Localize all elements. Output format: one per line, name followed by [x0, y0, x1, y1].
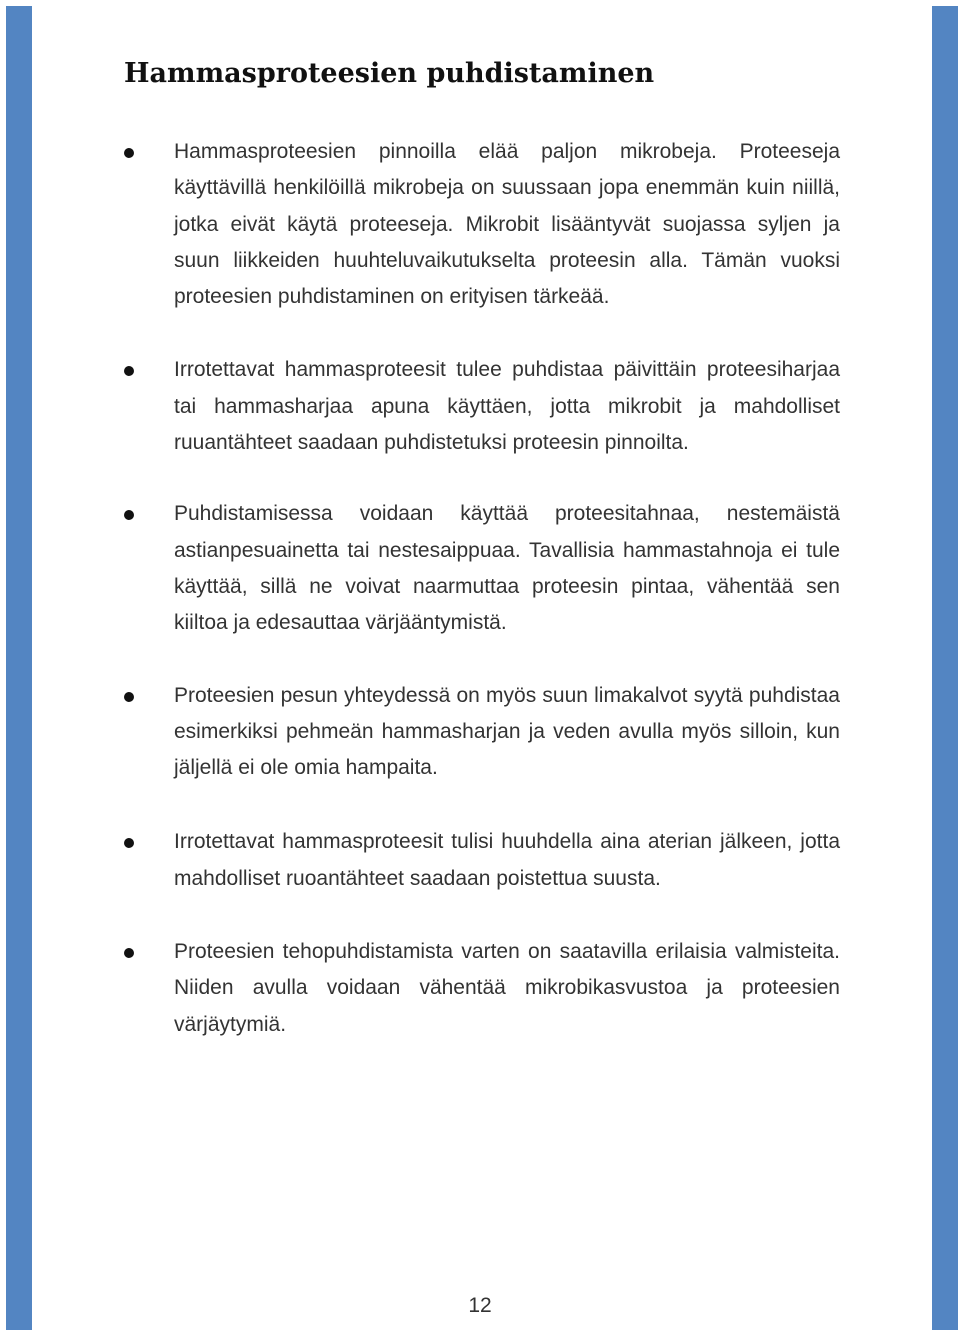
bullet-item: [124, 134, 840, 315]
bullet-item: [124, 352, 840, 461]
bullet-item: [124, 824, 840, 897]
bullet-text: Puhdistamisessa voidaan käyttää proteesitahnaa, nestemäistä astianpesuainetta tai nestesaippuaa. Tavallisia hammastahnoja ei tule käyttää, sillä ne voivat naarmuttaa proteesin pintaa, vähentää sen kiiltoa ja edesauttaa värjääntymistä.: [174, 502, 840, 635]
bullet-item: [124, 496, 840, 641]
bullet-dot-icon: [124, 948, 134, 958]
left-border-bar: [6, 6, 32, 1330]
bullet-text: Irrotettavat hammasproteesit tulisi huuhdella aina aterian jälkeen, jotta mahdolliset ruoantähteet saadaan poistettua suusta.: [174, 830, 840, 890]
bullet-text: Irrotettavat hammasproteesit tulee puhdistaa päivittäin proteesiharjaa tai hammasharjaa apuna käyttäen, jotta mikrobit ja mahdolliset ruuantähteet saadaan puhdistetuksi proteesin pinnoilta.: [174, 358, 840, 455]
bullet-item: [124, 934, 840, 1043]
page-title: Hammasproteesien puhdistaminen: [124, 58, 655, 89]
right-border-bar: [932, 6, 958, 1330]
bullet-dot-icon: [124, 838, 134, 848]
bullet-text: Proteesien pesun yhteydessä on myös suun limakalvot syytä puhdistaa esimerkiksi pehmeän hammasharjan ja veden avulla myös silloin, kun jäljellä ei ole omia hampaita.: [174, 683, 840, 780]
bullet-text: Proteesien tehopuhdistamista varten on saatavilla erilaisia valmisteita. Niiden avulla voidaan vähentää mikrobikasvustoa ja proteesien värjäytymiä.: [174, 940, 840, 1036]
page-number: 12: [468, 1294, 492, 1317]
bullet-dot-icon: [124, 366, 134, 376]
bullet-text: Hammasproteesien pinnoilla elää paljon mikrobeja. Proteeseja käyttävillä henkilöillä mikrobeja on suussaan jopa enemmän kuin niillä, jotka eivät käytä proteeseja. Mikrobit lisääntyvät suojassa syljen ja suun liikkeiden huuhteluvaikutukselta proteesin alla. Tämän vuoksi proteesien puhdistaminen on erityisen tärkeää.: [174, 140, 840, 309]
bullet-dot-icon: [124, 148, 134, 158]
bullet-dot-icon: [124, 692, 134, 702]
bullet-dot-icon: [124, 510, 134, 520]
bullet-item: [124, 678, 840, 787]
bullet-list: [124, 134, 840, 1043]
